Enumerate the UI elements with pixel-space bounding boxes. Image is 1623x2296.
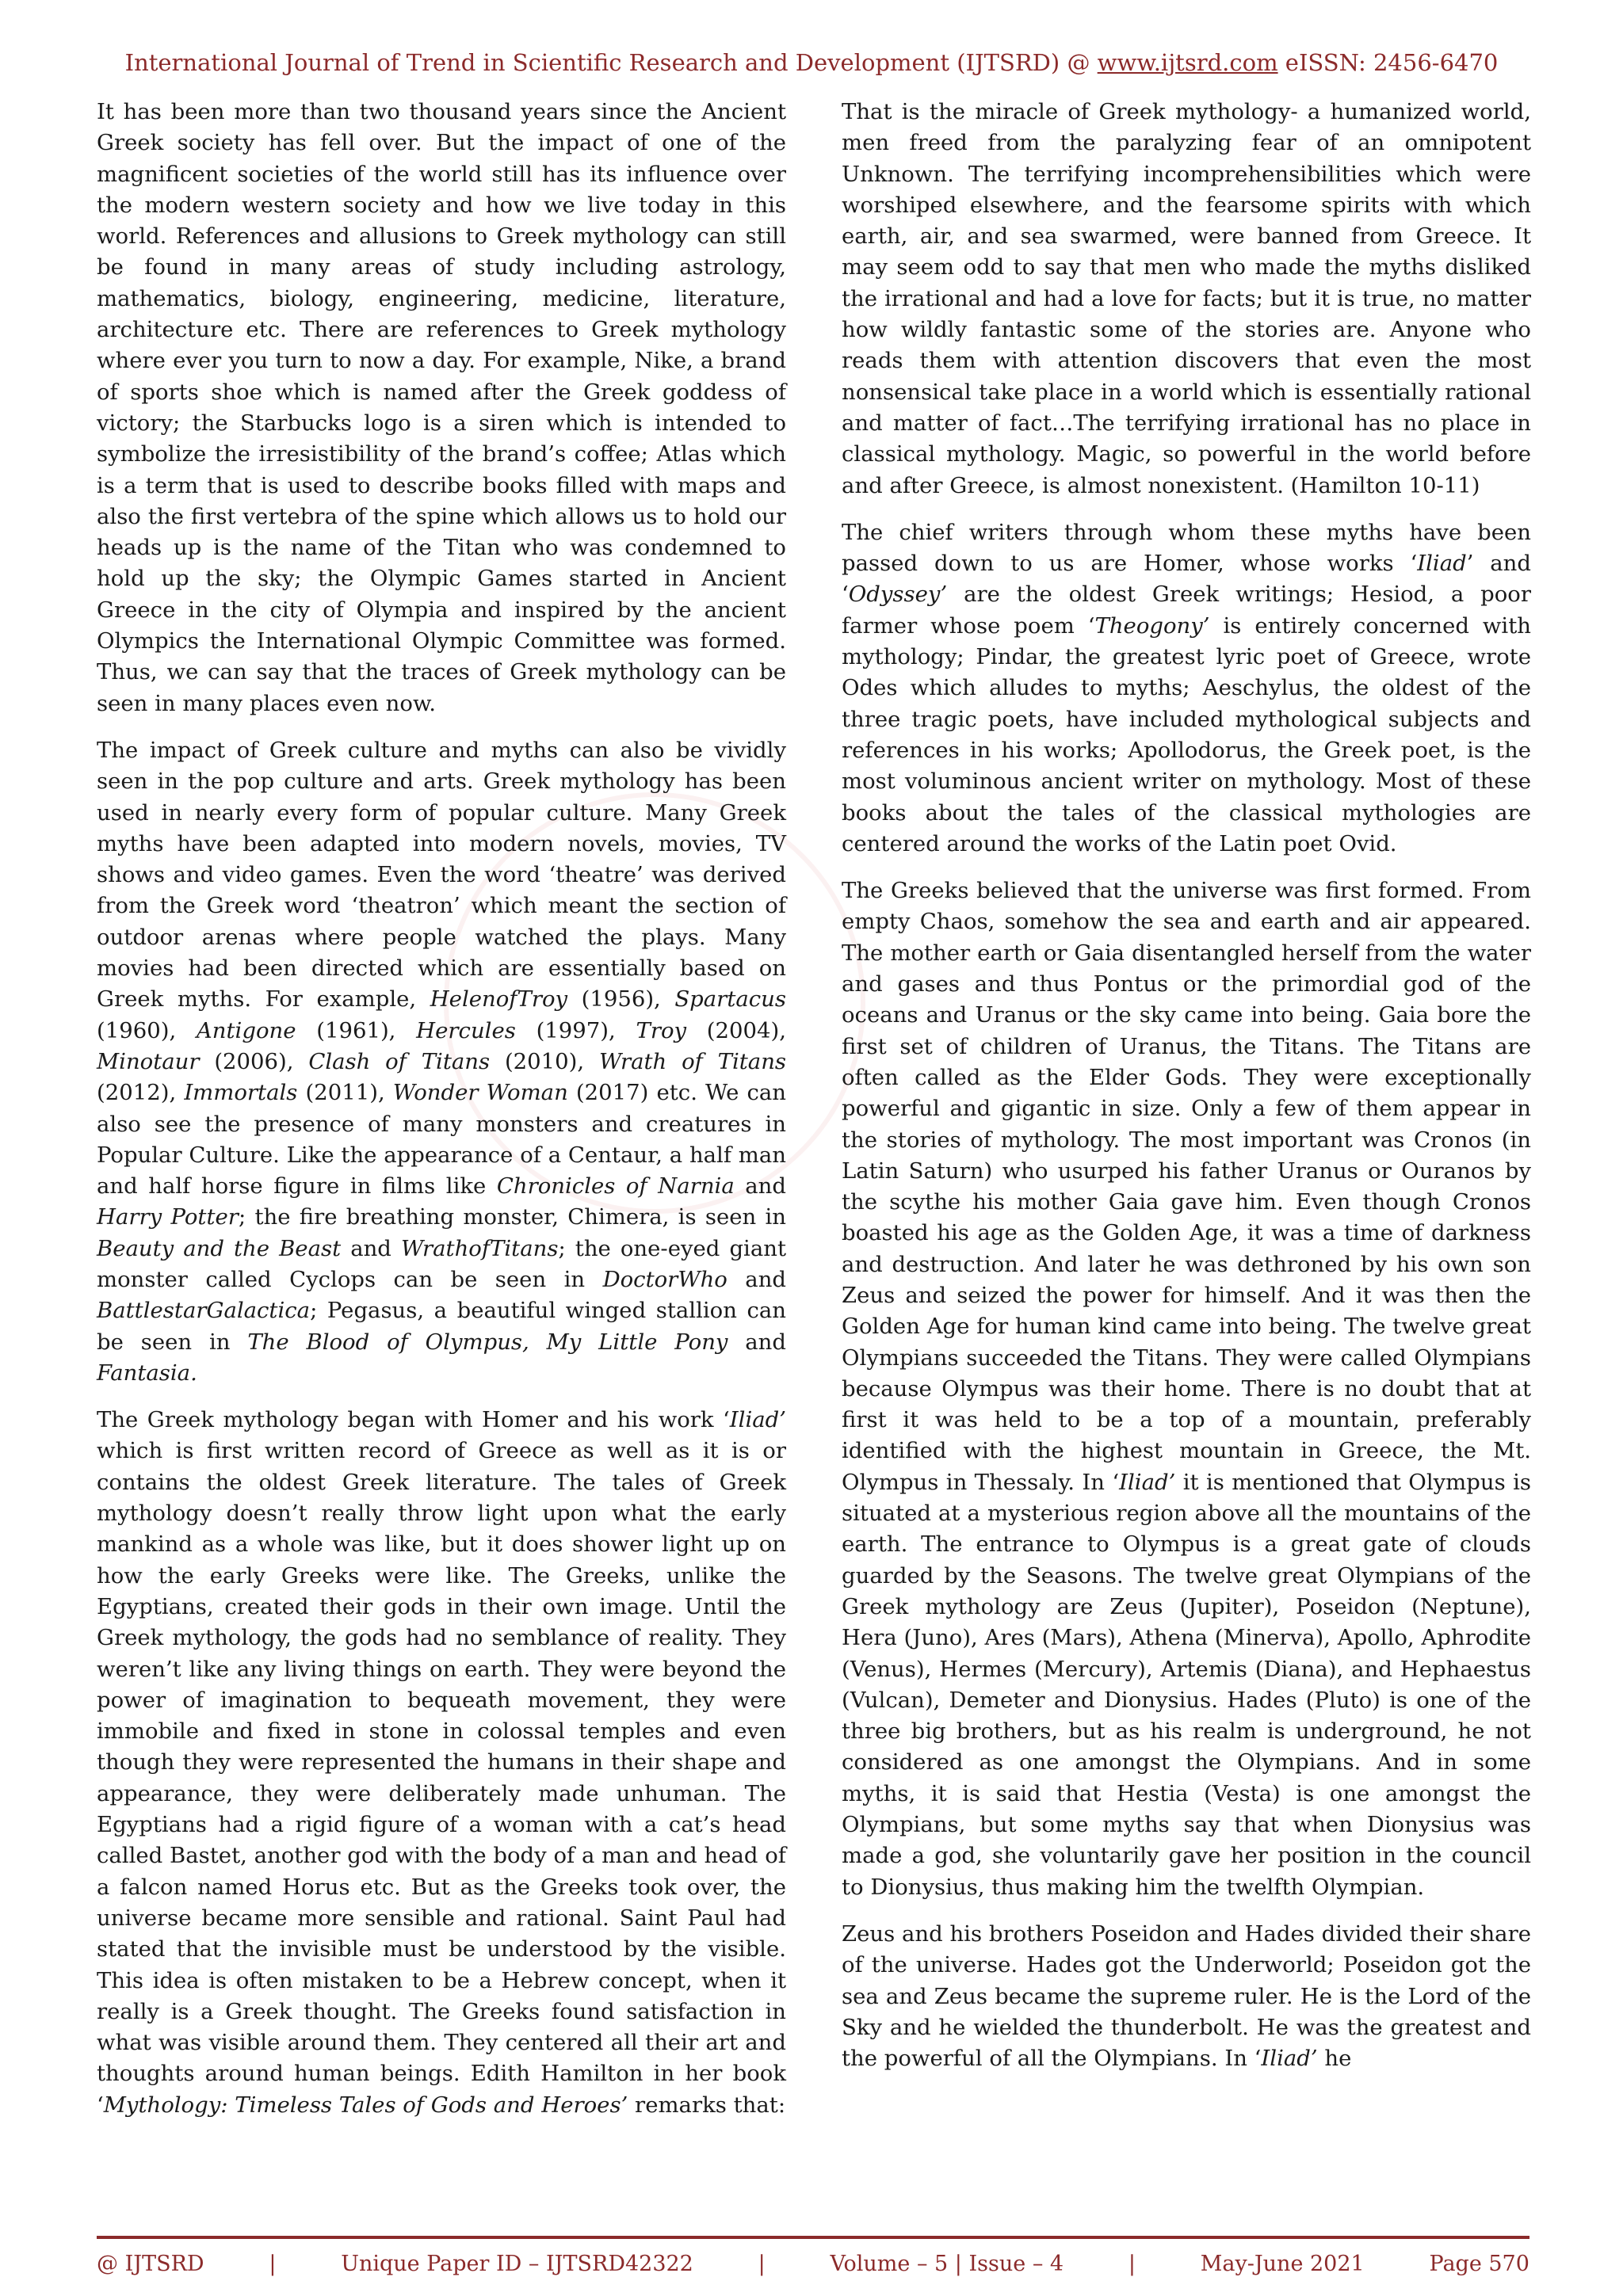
journal-title: International Journal of Trend in Scientific Research and Development (IJTSRD) @ xyxy=(124,49,1098,76)
paragraph: It has been more than two thousand years since the Ancient Greek society has fell over. But the impact of one of the magnificent societies of the world still has its influence over the modern western society and how we live today in this world. References and allusions to Greek mythology can still be found in many areas of study including astrology, mathematics, biology, engineering, medicine, literature, architecture etc. There are references to Greek mythology where ever you turn to now a day. For example, Nike, a brand of sports shoe which is named after the Greek goddess of victory; the Starbucks logo is a siren which is intended to symbolize the irresistibility of the brand’s coffee; Atlas which is a term that is used to describe books filled with maps and also the first vertebra of the spine which allows us to hold our heads up is the name of the Titan who was condemned to hold up the sky; the Olympic Games started in Ancient Greece in the city of Olympia and inspired by the ancient Olympics the International Olympic Committee was formed. Thus, we can say that the traces of Greek mythology can be seen in many places even now. xyxy=(97,99,786,716)
journal-url-link[interactable]: www.ijtsrd.com xyxy=(1097,49,1278,76)
paragraph: The impact of Greek culture and myths can also be vividly seen in the pop culture and arts. Greek mythology has been used in nearly every form of popular culture. Many Greek myths have been adapted into modern novels, movies, TV shows and video games. Even the word ‘theatre’ was derived from the Greek word ‘theatron’ which meant the section of outdoor arenas where people watched the plays. Many movies had been directed which are essentially based on Greek myths. For example, HelenofTroy (1956), Spartacus (1960), Antigone (1961), Hercules (1997), Troy (2004), Minotaur (2006), Clash of Titans (2010), Wrath of Titans (2012), Immortals (2011), Wonder Woman (2017) etc. We can also see the presence of many monsters and creatures in Popular Culture. Like the appearance of a Centaur, a half man and half horse figure in films like Chronicles of Narnia and Harry Potter; the fire breathing monster, Chimera, is seen in Beauty and the Beast and WrathofTitans; the one-eyed giant monster called Cyclops can be seen in DoctorWho and BattlestarGalactica; Pegasus, a beautiful winged stallion can be seen in The Blood of Olympus, My Little Pony and Fantasia. xyxy=(97,737,787,1386)
footer-separator: | xyxy=(758,2252,766,2276)
right-column xyxy=(842,97,1531,2090)
journal-issn: eISSN: 2456-6470 xyxy=(1277,49,1499,76)
journal-header xyxy=(0,49,1623,76)
left-column xyxy=(97,97,786,2137)
footer-divider xyxy=(97,2236,1529,2239)
footer-page-number: Page 570 xyxy=(1429,2252,1529,2276)
block-quote: That is the miracle of Greek mythology- a humanized world, men freed from the paralyzing fear of an omnipotent Unknown. The terrifying incomprehensibilities which were worshiped elsewhere, and the fearsome spirits with which earth, air, and sea swarmed, were banned from Greece. It may seem odd to say that men who made the myths disliked the irrational and had a love for facts; but it is true, no matter how wildly fantastic some of the stories are. Anyone who reads them with attention discovers that even the most nonsensical take place in a world which is essentially rational and matter of fact…The terrifying irrational has no place in classical mythology. Magic, so powerful in the world before and after Greece, is almost nonexistent. (Hamilton 10-11) xyxy=(842,99,1531,498)
paragraph: The Greek mythology began with Homer and his work ‘Iliad’ which is first written record of Greece as well as it is or contains the oldest Greek literature. The tales of Greek mythology doesn’t really throw light upon what the early mankind as a whole was like, but it does shower light up on how the early Greeks were like. The Greeks, unlike the Egyptians, created their gods in their own image. Until the Greek mythology, the gods had no semblance of reality. They weren’t like any living things on earth. They were beyond the power of imagination to bequeath movement, they were immobile and fixed in stone in colossal temples and even though they were represented the humans in their shape and appearance, they were deliberately made unhuman. The Egyptians had a rigid figure of a woman with a cat’s head called Bastet, another god with the body of a man and head of a falcon named Horus etc. But as the Greeks took over, the universe became more sensible and rational. Saint Paul had stated that the invisible must be understood by the visible. This idea is often mistaken to be a Hebrew concept, when it really is a Greek thought. The Greeks found satisfaction in what was visible around them. They centered all their art and thoughts around human beings. Edith Hamilton in her book ‘Mythology: Timeless Tales of Gods and Heroes’ remarks that: xyxy=(97,1407,786,2118)
footer-separator: | xyxy=(269,2252,277,2276)
page-footer xyxy=(97,2252,1529,2276)
paragraph: The chief writers through whom these myths have been passed down to us are Homer, whose works ‘Iliad’ and ‘Odyssey’ are the oldest Greek writings; Hesiod, a poor farmer whose poem ‘Theogony’ is entirely concerned with mythology; Pindar, the greatest lyric poet of Greece, wrote Odes which alludes to myths; Aeschylus, the oldest of the three tragic poets, have included mythological subjects and references in his works; Apollodorus, the Greek poet, is the most voluminous ancient writer on mythology. Most of these books about the tales of the classical mythologies are centered around the works of the Latin poet Ovid. xyxy=(842,519,1531,856)
footer-separator: | xyxy=(1128,2252,1136,2276)
footer-date: May-June 2021 xyxy=(1200,2252,1365,2276)
footer-volume-issue: Volume – 5 | Issue – 4 xyxy=(830,2252,1064,2276)
paragraph: The Greeks believed that the universe was first formed. From empty Chaos, somehow the sea and earth and air appeared. The mother earth or Gaia disentangled herself from the water and gases and thus Pontus or the primordial god of the oceans and Uranus or the sky came into being. Gaia bore the first set of children of Uranus, the Titans. The Titans are often called as the Elder Gods. They were exceptionally powerful and gigantic in size. Only a few of them appear in the stories of mythology. The most important was Cronos (in Latin Saturn) who usurped his father Uranus or Ouranos by the scythe his mother Gaia gave him. Even though Cronos boasted his age as the Golden Age, it was a time of darkness and destruction. And later he was dethroned by his own son Zeus and seized the power for himself. And it was then the Golden Age for human kind came into being. The twelve great Olympians succeeded the Titans. They were called Olympians because Olympus was their home. There is no doubt that at first it was held to be a top of a mountain, preferably identified with the highest mountain in Greece, the Mt. Olympus in Thessaly. In ‘Iliad’ it is mentioned that Olympus is situated at a mysterious region above all the mountains of the earth. The entrance to Olympus is a great gate of clouds guarded by the Seasons. The twelve great Olympians of the Greek mythology are Zeus (Jupiter), Poseidon (Neptune), Hera (Juno), Ares (Mars), Athena (Minerva), Apollo, Aphrodite (Venus), Hermes (Mercury), Artemis (Diana), and Hephaestus (Vulcan), Demeter and Dionysius. Hades (Pluto) is one of the three big brothers, but as his realm is underground, he not considered as one amongst the Olympians. And in some myths, it is said that Hestia (Vesta) is one amongst the Olympians, but some myths say that when Dionysius was made a god, she voluntarily gave her position in the council to Dionysius, thus making him the twelfth Olympian. xyxy=(842,878,1531,1900)
footer-paper-id: Unique Paper ID – IJTSRD42322 xyxy=(341,2252,693,2276)
footer-journal: @ IJTSRD xyxy=(97,2252,204,2276)
paragraph: Zeus and his brothers Poseidon and Hades divided their share of the universe. Hades got the Underworld; Poseidon got the sea and Zeus became the supreme ruler. He is the Lord of the Sky and he wielded the thunderbolt. He was the greatest and the powerful of all the Olympians. In ‘Iliad’ he xyxy=(842,1920,1531,2072)
